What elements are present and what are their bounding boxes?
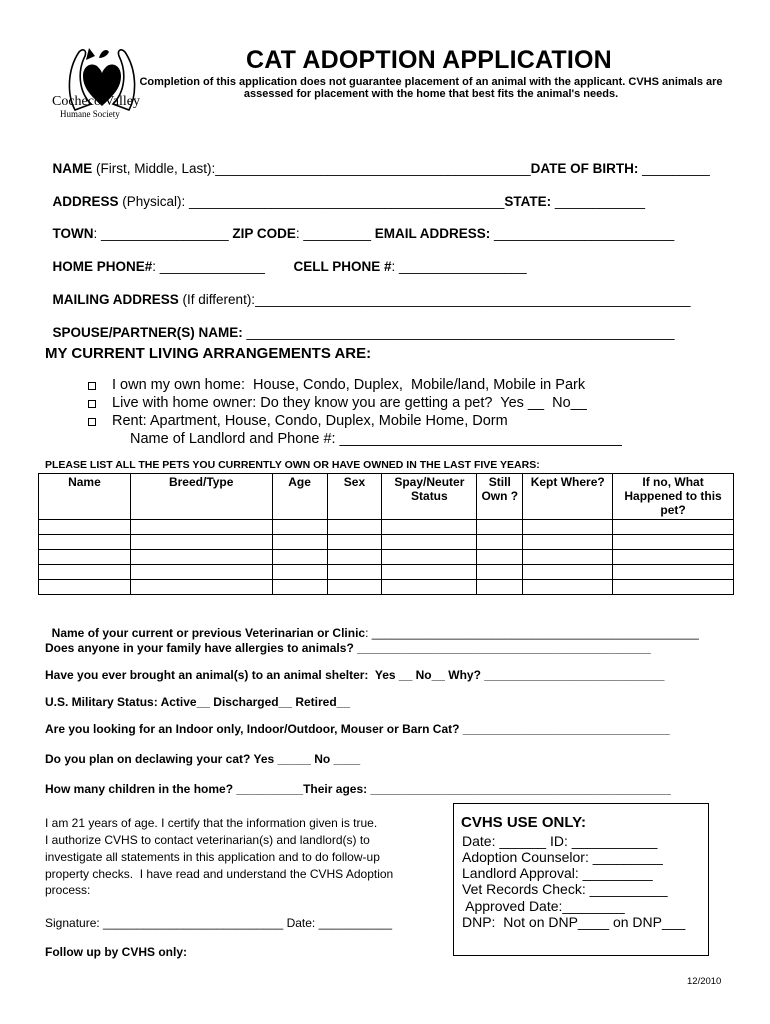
table-cell[interactable] [39,535,131,550]
signature-field[interactable]: Signature: ___________________________ Date: ___________ [45,916,392,930]
address-label: ADDRESS [52,194,119,209]
pets-heading: PLEASE LIST ALL THE PETS YOU CURRENTLY OWN OR HAVE OWNED IN THE LAST FIVE YEARS: [45,459,540,471]
cvhs-adoption-counselor: Adoption Counselor: _________ [462,849,663,865]
cvhs-box-title: CVHS USE ONLY: [461,814,587,831]
town-row [45,211,674,241]
name-hint: (First, Middle, Last): [92,161,216,176]
table-cell[interactable] [477,580,523,595]
cvhs-approved-date: Approved Date:________ [462,898,625,914]
follow-up-label: Follow up by CVHS only: [45,945,187,959]
certify-line-4: property checks. I have read and understand the CVHS Adoption [45,867,394,881]
town-label: TOWN [52,226,94,241]
mailing-field[interactable]: __________________________________________________________ [255,292,691,307]
certify-line-5: process: [45,883,91,897]
checkbox-rent[interactable] [88,418,96,426]
landlord-field[interactable]: Name of Landlord and Phone #: ___________________________________ [130,431,622,447]
table-cell[interactable] [523,550,613,565]
footer-date: 12/2010 [687,976,722,987]
cell-phone-row [286,244,527,274]
table-row [39,580,734,595]
table-cell[interactable] [477,565,523,580]
living-option-live-with-owner: Live with home owner: Do they know you are getting a pet? Yes __ No__ [112,395,587,411]
table-cell[interactable] [130,520,272,535]
table-cell[interactable] [327,520,382,535]
cvhs-vet-records-check: Vet Records Check: __________ [462,881,668,897]
table-row [39,535,734,550]
table-cell[interactable] [130,535,272,550]
mailing-row [45,277,691,307]
table-cell[interactable] [613,520,734,535]
address-field[interactable]: __________________________________________ [189,194,505,209]
table-row [39,565,734,580]
table-cell[interactable] [523,580,613,595]
name-label: NAME [52,161,93,176]
col-name: Name [39,474,131,520]
spouse-row [45,310,675,340]
vet-field[interactable]: : _________________________________________________ [365,626,699,640]
state-label: STATE: [504,194,552,209]
table-cell[interactable] [272,565,327,580]
cvhs-dnp: DNP: Not on DNP____ on DNP___ [462,914,686,930]
shelter-question[interactable]: Have you ever brought an animal(s) to an animal shelter: Yes __ No__ Why? ___________________________ [45,668,665,682]
table-cell[interactable] [477,535,523,550]
table-cell[interactable] [382,580,477,595]
table-cell[interactable] [523,520,613,535]
state-field[interactable]: ____________ [551,194,645,209]
cvhs-landlord-approval: Landlord Approval: _________ [462,865,653,881]
table-row [39,550,734,565]
living-heading: MY CURRENT LIVING ARRANGEMENTS ARE: [45,345,372,362]
table-cell[interactable] [327,535,382,550]
col-sex: Sex [327,474,382,520]
spouse-field[interactable]: _________________________________________________________ [242,325,675,340]
certify-line-2: I authorize CVHS to contact veterinarian(s) and landlord(s) to [45,833,370,847]
col-what-happened: If no, What Happened to this pet? [613,474,734,520]
dob-field[interactable]: _________ [638,161,710,176]
name-row [45,146,710,176]
vet-row [45,612,699,640]
name-field[interactable]: __________________________________________ [215,161,531,176]
table-cell[interactable] [39,550,131,565]
table-cell[interactable] [327,580,382,595]
declaw-question[interactable]: Do you plan on declawing your cat? Yes _____ No ____ [45,752,361,766]
logo [52,22,140,122]
table-cell[interactable] [272,580,327,595]
living-option-rent: Rent: Apartment, House, Condo, Duplex, Mobile Home, Dorm [112,413,508,429]
table-cell[interactable] [39,520,131,535]
address-row [45,179,645,209]
home-phone-label: HOME PHONE# [52,259,153,274]
table-cell[interactable] [272,550,327,565]
col-spay-neuter: Spay/Neuter Status [382,474,477,520]
col-kept-where: Kept Where? [523,474,613,520]
page-title: CAT ADOPTION APPLICATION [246,46,612,74]
phone-row [45,244,265,274]
zip-label: ZIP CODE [232,226,296,241]
table-cell[interactable] [613,535,734,550]
checkbox-own-home[interactable] [88,382,96,390]
col-age: Age [272,474,327,520]
col-breed: Breed/Type [130,474,272,520]
checkbox-live-with-owner[interactable] [88,400,96,408]
address-hint: (Physical): [118,194,190,209]
zip-field[interactable]: : _________ [295,226,375,241]
table-cell[interactable] [523,565,613,580]
table-cell[interactable] [613,580,734,595]
logo-line2: Humane Society [60,109,120,119]
town-field[interactable]: : _________________ [93,226,233,241]
dob-label: DATE OF BIRTH: [530,161,639,176]
table-cell[interactable] [613,550,734,565]
table-cell[interactable] [477,550,523,565]
cell-phone-field[interactable]: : _________________ [391,259,527,274]
table-row [39,520,734,535]
cell-phone-label: CELL PHONE # [293,259,392,274]
certify-line-3: investigate all statements in this application and to do follow-up [45,850,380,864]
spouse-label: SPOUSE/PARTNER(S) NAME: [52,325,243,340]
home-phone-field[interactable]: : ______________ [152,259,265,274]
email-field[interactable]: ________________________ [490,226,675,241]
table-cell[interactable] [613,565,734,580]
table-cell[interactable] [382,550,477,565]
email-label: EMAIL ADDRESS: [374,226,491,241]
table-cell[interactable] [39,565,131,580]
certify-line-1: I am 21 years of age. I certify that the information given is true. [45,816,378,830]
table-cell[interactable] [130,580,272,595]
allergies-question[interactable]: Does anyone in your family have allergies to animals? ____________________________________________ [45,641,651,655]
cat-type-question[interactable]: Are you looking for an Indoor only, Indoor/Outdoor, Mouser or Barn Cat? _______________________________ [45,722,670,736]
table-cell[interactable] [327,550,382,565]
children-question[interactable]: How many children in the home? __________Their ages: _____________________________________________ [45,782,671,796]
mailing-label: MAILING ADDRESS [52,292,179,307]
table-cell[interactable] [477,520,523,535]
logo-line1: Cocheco Valley [52,94,140,109]
table-cell[interactable] [382,535,477,550]
table-cell[interactable] [327,565,382,580]
living-option-own: I own my own home: House, Condo, Duplex, Mobile/land, Mobile in Park [112,377,586,393]
pets-table [38,473,734,595]
table-cell[interactable] [382,520,477,535]
col-still-own: Still Own ? [477,474,523,520]
military-question[interactable]: U.S. Military Status: Active__ Discharged__ Retired__ [45,695,351,709]
table-cell[interactable] [272,535,327,550]
table-cell[interactable] [272,520,327,535]
cvhs-date-id: Date: ______ ID: ___________ [462,833,658,849]
table-cell[interactable] [39,580,131,595]
page-subtitle: Completion of this application does not guarantee placement of an animal with the applicant. CVHS animals are assessed for placement with the home that best fits the animal's needs. [139,76,723,100]
cvhs-use-only-box [453,803,709,956]
table-cell[interactable] [130,565,272,580]
pets-header-row [39,474,734,520]
table-cell[interactable] [382,565,477,580]
table-cell[interactable] [130,550,272,565]
mailing-hint: (If different): [178,292,256,307]
vet-label: Name of your current or previous Veterinarian or Clinic [51,626,366,640]
table-cell[interactable] [523,535,613,550]
